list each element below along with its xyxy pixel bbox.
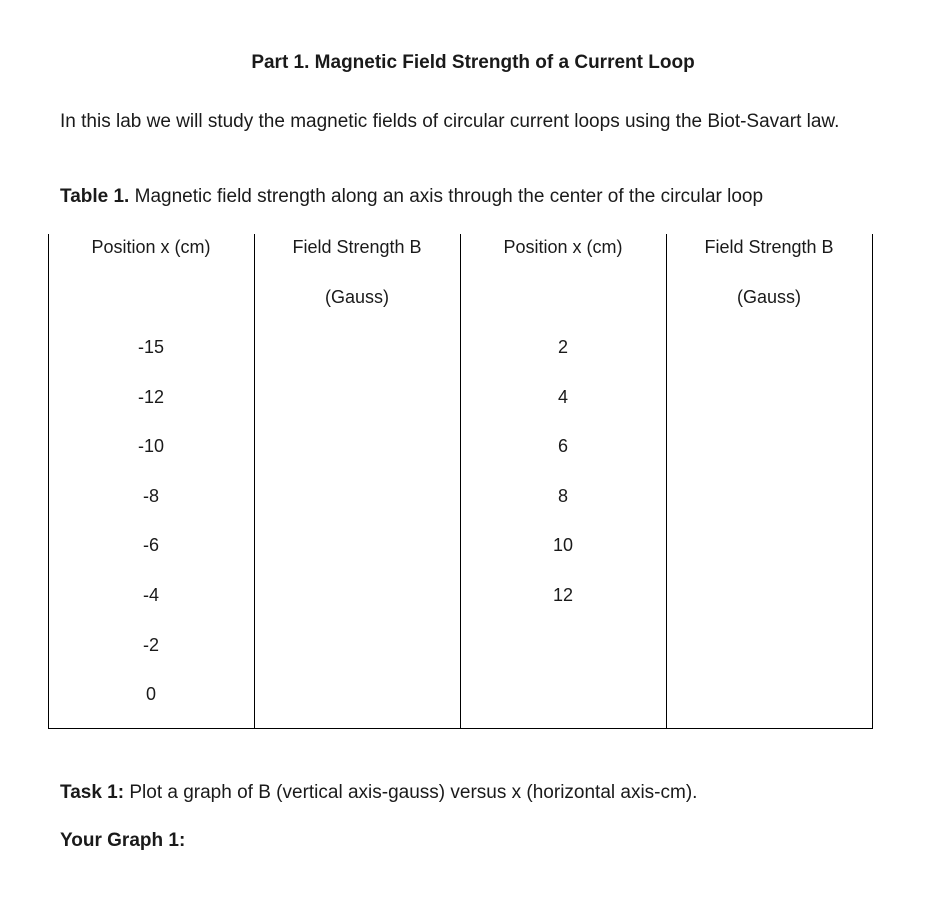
table-border-right [872, 234, 873, 729]
position-cell: 2 [557, 337, 568, 357]
header-field-strength-1: Field Strength B [292, 237, 422, 257]
header-field-strength-2: Field Strength B [704, 237, 834, 257]
position-cell: -8 [142, 486, 159, 506]
position-cell: -10 [137, 436, 164, 456]
table-border-bottom [48, 728, 873, 729]
position-cell: -2 [142, 635, 159, 655]
header-field-strength-unit-2: (Gauss) [736, 287, 801, 307]
intro-paragraph: In this lab we will study the magnetic fields of circular current loops using the Biot-Savart law. [60, 111, 840, 132]
graph-label: Your Graph 1: [60, 830, 186, 851]
position-cell: 10 [552, 535, 574, 555]
task-instruction [60, 782, 697, 804]
table-column-divider [460, 234, 461, 729]
header-field-strength-unit-1: (Gauss) [324, 287, 389, 307]
position-cell: 12 [552, 585, 574, 605]
position-cell: -15 [137, 337, 164, 357]
task-label: Task 1: [60, 782, 125, 803]
position-cell: 4 [557, 387, 568, 407]
header-position-1: Position x (cm) [91, 237, 211, 257]
data-table [48, 234, 873, 729]
header-position-2: Position x (cm) [503, 237, 623, 257]
position-cell: 0 [145, 684, 156, 704]
table-caption [60, 186, 763, 208]
table-caption-label: Table 1. [60, 186, 130, 207]
table-caption-text: Magnetic field strength along an axis through the center of the circular loop [129, 186, 764, 207]
position-cell: -6 [142, 535, 159, 555]
position-cell: 8 [557, 486, 568, 506]
task-text: Plot a graph of B (vertical axis-gauss) versus x (horizontal axis-cm). [124, 782, 698, 803]
position-cell: 6 [557, 436, 568, 456]
position-cell: -12 [137, 387, 164, 407]
page-title: Part 1. Magnetic Field Strength of a Current Loop [251, 52, 695, 73]
position-cell: -4 [142, 585, 159, 605]
